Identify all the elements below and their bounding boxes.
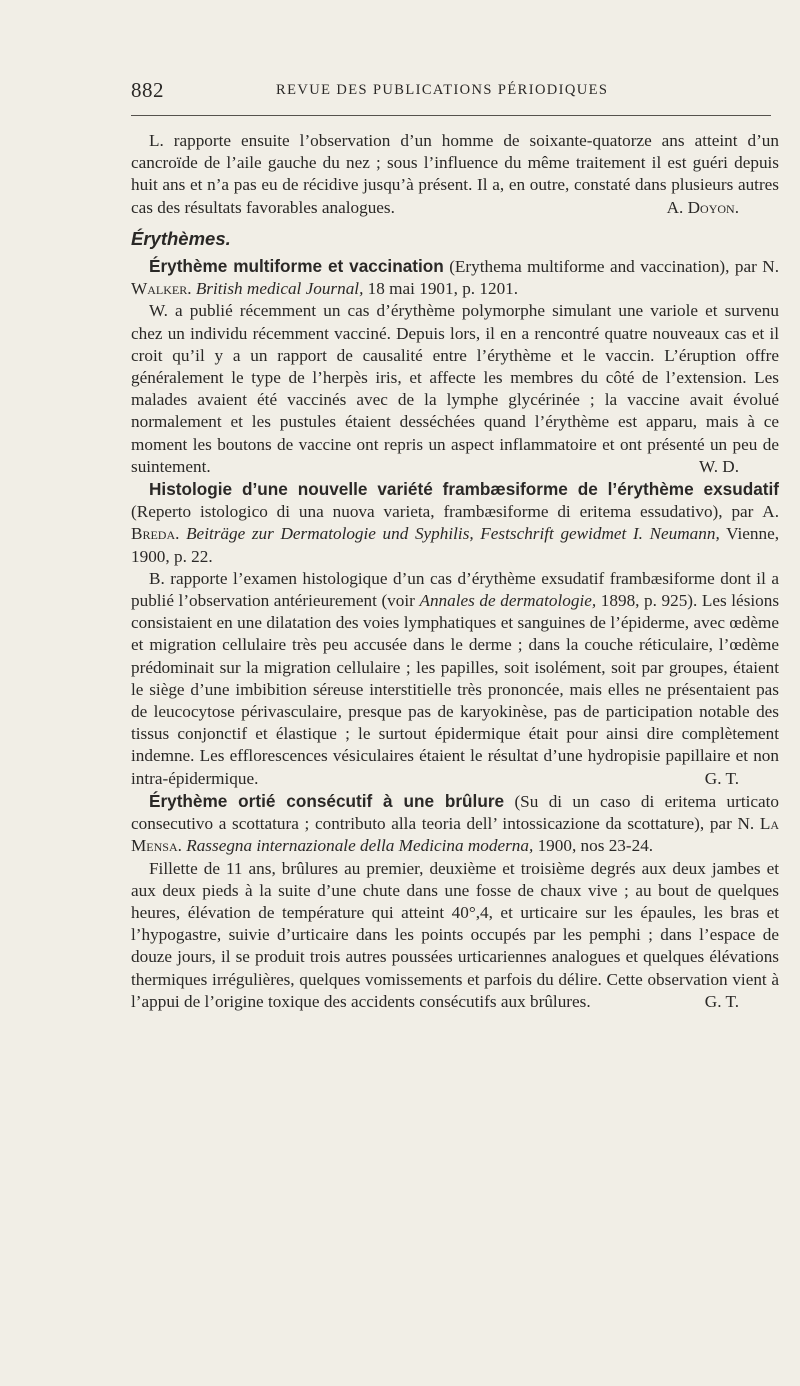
article-2-journal: Beiträge zur Dermatologie und Syphilis, Festschrift gewidmet I. Neumann, [186, 524, 720, 544]
article-1-body [131, 300, 779, 478]
article-2-signature: G. T. [704, 768, 739, 788]
article-1-author: N. Walker. [131, 257, 779, 299]
article-2-body-ref: Annales de dermatologie, [419, 591, 597, 611]
article-3-subtitle: (Su di un caso di eritema urticato consecutivo a scottatura ; contributo alla teoria dell’ intossicazione da scottature), par [131, 791, 780, 834]
article-2-body [131, 568, 779, 790]
intro-signature: A. Doyon. [666, 197, 739, 217]
intro-text: L. rapporte ensuite l’observation d’un homme de soixante-quatorze ans atteint d’un cancroïde de l’aile gauche du nez ; sous l’influence du même traitement il est guéri depuis huit ans et n’a pas eu de récidive jusqu’à présent. Il a, en outre, constaté dans plusieurs autres cas des résultats favorables analogues. [131, 131, 779, 217]
article-3-body-text: Fillette de 11 ans, brûlures au premier, deuxième et troisième degrés aux deux jambes et aux deux pieds à la suite d’une chute dans une fosse de chaux vive ; au bout de quelques heures, élévation de température qui atteint 40°,4, et urticaire sur les épaules, les bras et l’hypogastre, suivie d’urticaire dans les points occupés par les pemphi ; dans l’espace de douze jours, il se produit trois autres poussées urticariennes analogues et quelques élévations thermiques irrégulières, quelques vomissements et parfois du délire. Cette observation vient à l’appui de l’origine toxique des accidents consécutifs aux brûlures. [131, 858, 779, 1011]
article-1-signature: W. D. [699, 456, 739, 476]
page-number: 882 [131, 78, 164, 102]
article-1-citation: 18 mai 1901, p. 1201. [367, 279, 519, 299]
running-title: REVUE DES PUBLICATIONS PÉRIODIQUES [276, 82, 609, 98]
article-1-journal: British medical Journal, [195, 279, 364, 299]
article-3-citation: 1900, nos 23-24. [537, 836, 654, 856]
article-1-title: Érythème multiforme et vaccination [149, 256, 444, 277]
article-2-author: A. Breda. [131, 502, 780, 544]
article-3-author: N. La Mensa. [131, 814, 780, 856]
page-header [131, 78, 761, 106]
header-rule [131, 115, 771, 116]
article-2-title: Histologie d’une nouvelle variété frambæsiforme de l’érythème exsudatif [149, 479, 779, 500]
article-3-journal: Rassegna internazionale della Medicina moderna, [186, 836, 534, 856]
article-1-subtitle: (Erythema multiforme and vaccination), par [449, 257, 757, 277]
article-1-heading [131, 255, 779, 300]
article-2-citation: Vienne, 1900, p. 22. [131, 524, 779, 566]
page-content [131, 130, 779, 1013]
article-3-signature: G. T. [704, 991, 739, 1011]
article-2-heading [131, 478, 779, 568]
article-3-body [131, 858, 779, 1013]
section-heading: Érythèmes. [131, 227, 231, 249]
intro-paragraph [131, 130, 779, 219]
article-2-body-rest: 1898, p. 925). Les lésions consistaient en une dilatation des voies lymphatiques et sanguines de l’épiderme, avec œdème et migration cellulaire très peu accusée dans le derme ; dans la couche réticulaire, l’œdème prédominait sur la migration cellulaire ; les papilles, soit isolément, soit par groupes, étaient le siège d’une imbibition séreuse interstitielle très prononcée, mais elles ne présentaient pas de leucocytose périvasculaire, presque pas de karyokinèse, pas de participation notable des tissus conjonctif et élastique ; le surtout épidermique était pour ainsi dire complètement indemne. Les efflorescences vésiculaires étaient le résultat d’une hydropisie papillaire et non intra-épidermique. [131, 591, 780, 788]
article-1-body-text: W. a publié récemment un cas d’érythème polymorphe simulant une variole et survenu chez un individu récemment vacciné. Depuis lors, il en a rencontré quatre nouveaux cas et il croit qu’il y a un rapport de causalité entre l’érythème et le vaccin. L’éruption offre généralement le type de l’herpès iris, et affecte les membres du côté de l’extension. Les malades avaient été vaccinés avec de la lymphe glycérinée ; la vaccine avait évolué normalement et les pustules étaient desséchées quand l’érythème est apparu, mais à ce moment les boutons de vaccine ont repris un aspect inflammatoire et ont présenté un peu de suintement. [131, 301, 779, 476]
article-2-subtitle: (Reperto istologico di una nuova varieta, frambæsiforme di eritema essudativo), par [131, 502, 754, 522]
article-3-title: Érythème ortié consécutif à une brûlure [149, 790, 505, 811]
article-3-heading [131, 790, 779, 858]
article-2-body-start: B. rapporte l’examen histologique d’un cas d’érythème exsudatif frambæsiforme dont il a publié l’observation antérieurement (voir [131, 568, 779, 611]
